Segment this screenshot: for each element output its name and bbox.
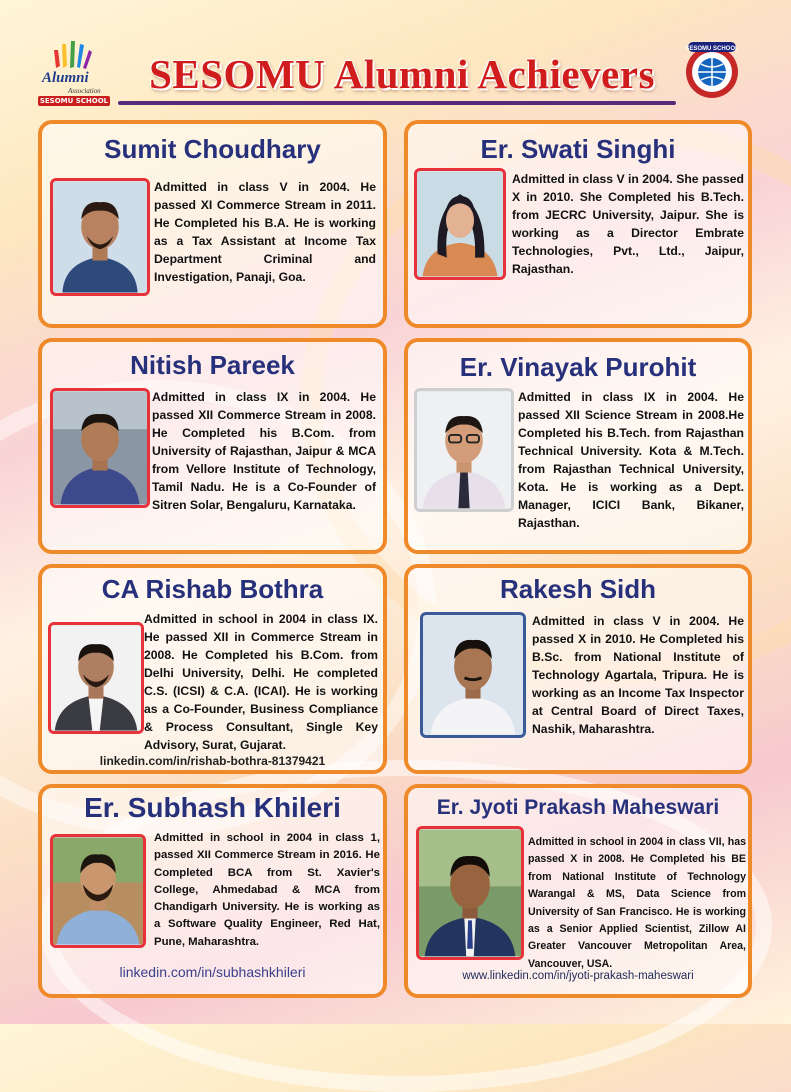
logo-school-label: SESOMU SCHOOL — [39, 97, 109, 105]
linkedin-link[interactable]: linkedin.com/in/subhashkhileri — [119, 964, 306, 980]
achiever-photo — [50, 388, 150, 508]
achiever-photo — [50, 834, 146, 948]
achiever-bio: Admitted in school in 2004 in class 1, passed XII Commerce Stream in 2016. He Completed BCA from St. Xavier's College, Ahmedabad & MCA from Chandigarh University. He is working as a Software Quality Engineer, Red Hat, Pune, Maharashtra. — [154, 832, 380, 948]
title-underline — [118, 101, 676, 105]
achiever-bio: Admitted in class IX in 2004. He passed XII Commerce Stream in 2008. He Completed his B.Com. from University of Rajasthan, Jaipur & MCA from Vellore Institute of Technology, Tamil Nadu. He is a Co-Founder of Sitren Solar, Bengaluru, Karnataka. — [152, 390, 376, 512]
achiever-photo — [48, 622, 144, 734]
linkedin-link[interactable]: www.linkedin.com/in/jyoti-prakash-maheswari — [462, 970, 694, 982]
achiever-name: CA Rishab Bothra — [101, 574, 324, 604]
achiever-card — [404, 784, 752, 998]
achiever-bio: Admitted in class V in 2004. She passed X in 2010. She Completed his B.Tech. from JECRC University, Jaipur. She is working as a Director Embrate Technologies, Pvt., Ltd., Jaipur, Rajasthan. — [512, 172, 744, 276]
logo-subtitle: Association — [68, 87, 101, 95]
achiever-name: Er. Jyoti Prakash Maheswari — [436, 796, 720, 819]
logo-word: Alumni — [42, 70, 89, 86]
school-seal-icon — [682, 40, 742, 100]
raised-hands-icon — [50, 40, 94, 70]
achiever-bio: Admitted in class IX in 2004. He passed XII Science Stream in 2008.He Completed his B.Tech. from Rajasthan Technical University. Kota & M.Tech. from Rajasthan Technical University, Kota. He is working as a Dept. Manager, ICICI Bank, Bikaner, Rajasthan. — [518, 390, 744, 530]
alumni-association-logo — [38, 40, 110, 106]
achiever-name: Rakesh Sidh — [499, 574, 657, 604]
achiever-bio: Admitted in school in 2004 in class VII, has passed X in 2008. He Completed his BE from National Institute of Technology Warangal & MS, Data Science from University of San Francisco. He is working as a Senior Applied Scientist, Zillow AI Greater Vancouver Metropolitan Area, Vancouver, USA. — [528, 836, 746, 970]
achiever-photo — [416, 826, 524, 960]
achiever-card — [38, 564, 387, 774]
page-header — [0, 0, 791, 112]
achiever-name: Nitish Pareek — [130, 350, 295, 380]
achiever-bio: Admitted in class V in 2004. He passed XI Commerce Stream in 2011. He Completed his B.A. He is working as a Tax Assistant at Income Tax Department Criminal and Investigation, Panaji, Goa. — [154, 180, 376, 284]
achiever-bio: Admitted in school in 2004 in class IX. He passed XII in Commerce Stream in 2008. He Completed his B.Com. from Delhi University, Delhi. He completed C.S. (ICSI) & C.A. (ICAI). He is working as a Co-Founder, Business Compliance & Process Consultant, Single Key Advisory, Surat, Gujarat. — [144, 612, 378, 752]
achiever-name: Sumit Choudhary — [104, 134, 321, 164]
achiever-card — [38, 120, 387, 328]
svg-text:SESOMU SCHOOL: SESOMU SCHOOL — [685, 46, 739, 52]
achiever-photo — [414, 168, 506, 280]
achiever-card — [404, 338, 752, 554]
achiever-name: Er. Swati Singhi — [480, 134, 676, 164]
achiever-bio: Admitted in class V in 2004. He passed X in 2010. He Completed his B.Sc. from National Institute of Technology Agartala, Tripura. He is working as an Income Tax Inspector at Central Board of Direct Taxes, Nashik, Maharashtra. — [532, 614, 744, 736]
achiever-photo — [414, 388, 514, 512]
achiever-photo — [50, 178, 150, 296]
linkedin-link[interactable]: linkedin.com/in/rishab-bothra-81379421 — [99, 754, 326, 768]
achiever-card — [404, 120, 752, 328]
achiever-name: Er. Vinayak Purohit — [459, 352, 697, 382]
achiever-name: Er. Subhash Khileri — [84, 792, 341, 823]
achiever-card — [38, 784, 387, 998]
achiever-card — [38, 338, 387, 554]
page-title: SESOMU Alumni Achievers — [149, 51, 655, 97]
achiever-card — [404, 564, 752, 774]
achiever-photo — [420, 612, 526, 738]
